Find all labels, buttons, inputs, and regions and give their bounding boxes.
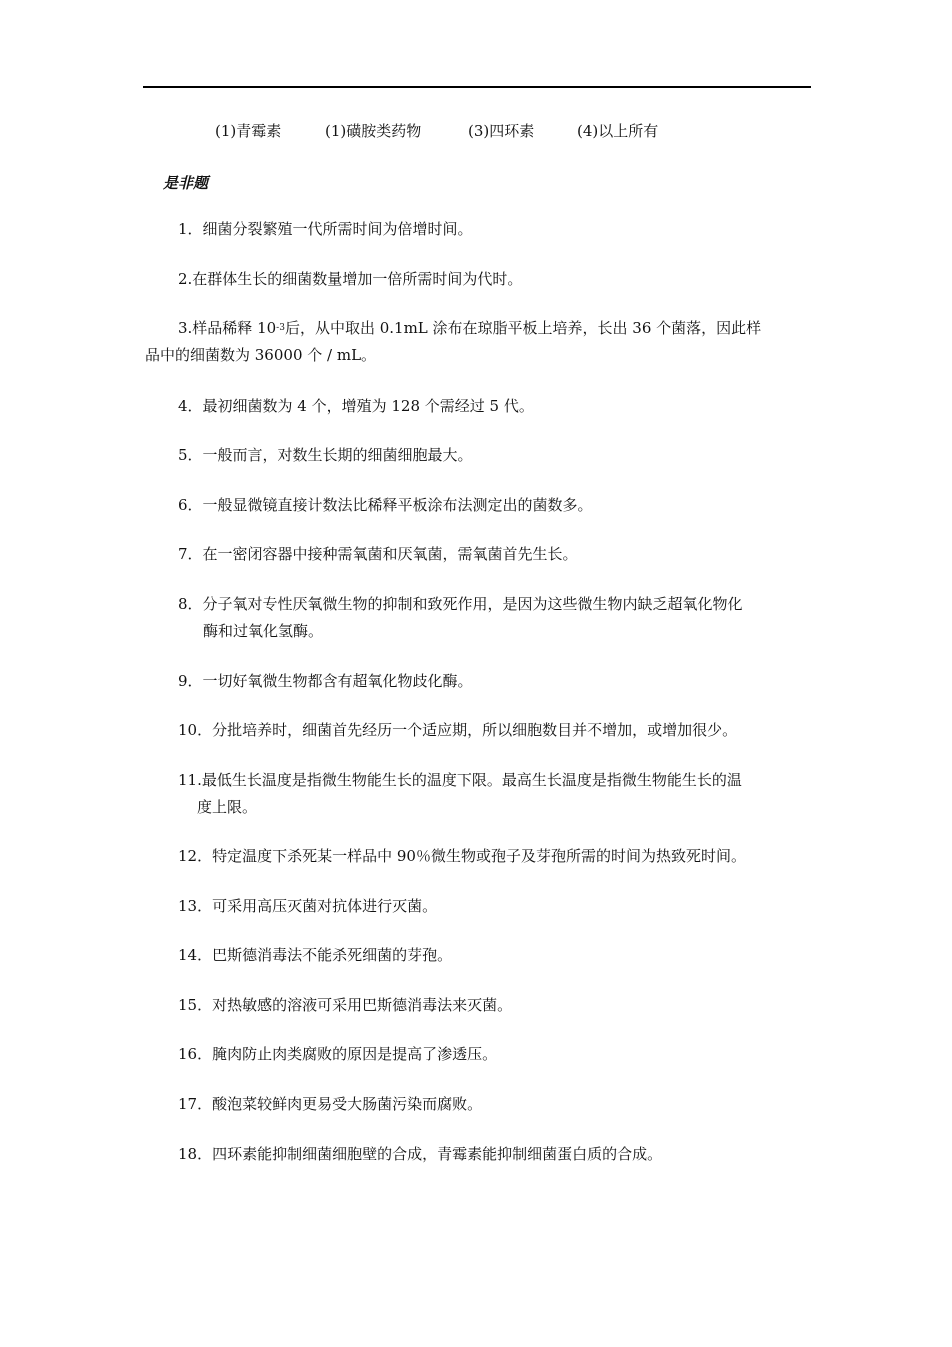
option-4: (4)以上所有 [577, 122, 659, 140]
question-item: 4．最初细菌数为 4 个，增殖为 128 个需经过 5 代。 [178, 397, 534, 415]
option-1: (1)青霉素 [215, 122, 282, 140]
question-item: 10．分批培养时，细菌首先经历一个适应期，所以细胞数目并不增加，或增加很少。 [178, 721, 738, 739]
question-item: 13．可采用高压灭菌对抗体进行灭菌。 [178, 897, 438, 915]
question-continuation: 品中的细菌数为 36000 个 / mL。 [145, 346, 377, 364]
question-item: 12．特定温度下杀死某一样品中 90％微生物或孢子及芽孢所需的时间为热致死时间。 [178, 847, 746, 865]
question-text: 11.最低生长温度是指微生物能生长的温度下限。最高生长温度是指微生物能生长的温 [178, 771, 742, 789]
option-3: (3)四环素 [468, 122, 535, 140]
question-item: 9．一切好氧微生物都含有超氧化物歧化酶。 [178, 672, 473, 690]
question-item: 1．细菌分裂繁殖一代所需时间为倍增时间。 [178, 220, 473, 238]
question-text: 8．分子氧对专性厌氧微生物的抑制和致死作用，是因为这些微生物内缺乏超氧化物化 [178, 595, 743, 613]
question-item [145, 315, 761, 369]
question-item: 18．四环素能抑制细菌细胞壁的合成，青霉素能抑制细菌蛋白质的合成。 [178, 1145, 663, 1163]
option-2: (1)磺胺类药物 [325, 122, 422, 140]
question-item: 7．在一密闭容器中接种需氧菌和厌氧菌，需氧菌首先生长。 [178, 545, 578, 563]
question-item: 14．巴斯德消毒法不能杀死细菌的芽孢。 [178, 946, 453, 964]
question-continuation: 度上限。 [197, 798, 258, 816]
question-continuation: 酶和过氧化氢酶。 [203, 622, 324, 640]
section-title: 是非题 [163, 174, 209, 192]
question-item: 2.在群体生长的细菌数量增加一倍所需时间为代时。 [178, 270, 523, 288]
question-text-pre: 3.样品稀释 10 [178, 319, 277, 337]
question-text-post: 后，从中取出 0.1mL 涂布在琼脂平板上培养，长出 36 个菌落，因此样 [284, 319, 762, 337]
question-item: 15．对热敏感的溶液可采用巴斯德消毒法来灭菌。 [178, 996, 513, 1014]
exponent: -3 [276, 323, 285, 333]
question-item: 5．一般而言，对数生长期的细菌细胞最大。 [178, 446, 473, 464]
question-item [178, 591, 743, 645]
question-item [178, 767, 742, 821]
header-rule [143, 86, 811, 88]
question-item: 6．一般显微镜直接计数法比稀释平板涂布法测定出的菌数多。 [178, 496, 593, 514]
question-item: 16．腌肉防止肉类腐败的原因是提高了渗透压。 [178, 1045, 498, 1063]
question-item: 17．酸泡菜较鲜肉更易受大肠菌污染而腐败。 [178, 1095, 483, 1113]
